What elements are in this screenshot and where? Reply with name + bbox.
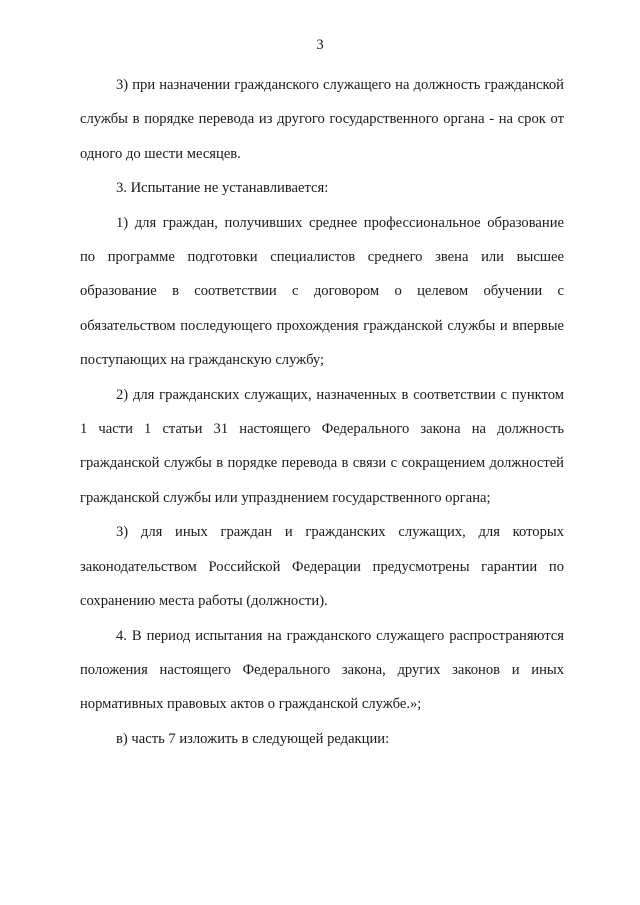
page-number: 3	[316, 37, 324, 53]
paragraph-part-7: в) часть 7 изложить в следующей редакции:	[116, 730, 390, 747]
paragraph-probation-transfer: 3) при назначении гражданского служащего на должность гражданской службы в порядке перевода из другого государственного органа - на срок от одного до шести месяцев.	[80, 77, 564, 162]
paragraph-item-1-graduates: 1) для граждан, получивших среднее профессиональное образование по программе подготовки специалистов среднего звена или высшее образование в соответствии с договором о целевом обучении с обязательством последующего прохождения гражданской службы и впервые поступающих на гражданскую службу;	[80, 214, 564, 369]
paragraph-probation-period: 4. В период испытания на гражданского служащего распространяются положения настоящего Федерального закона, других законов и иных нормативных правовых актов о гражданской службе.»;	[80, 627, 564, 713]
paragraph-item-2-servants: 2) для гражданских служащих, назначенных в соответствии с пунктом 1 части 1 статьи 31 настоящего Федерального закона на должность гражданской службы в порядке перевода в связи с сокращением должностей гражданской службы или упразднением государственного органа;	[80, 386, 564, 506]
paragraph-probation-not-established: 3. Испытание не устанавливается:	[116, 180, 329, 197]
paragraph-item-3-other: 3) для иных граждан и гражданских служащих, для которых законодательством Российской Федерации предусмотрены гарантии по сохранению места работы (должности).	[80, 524, 564, 610]
document-body	[80, 68, 564, 756]
